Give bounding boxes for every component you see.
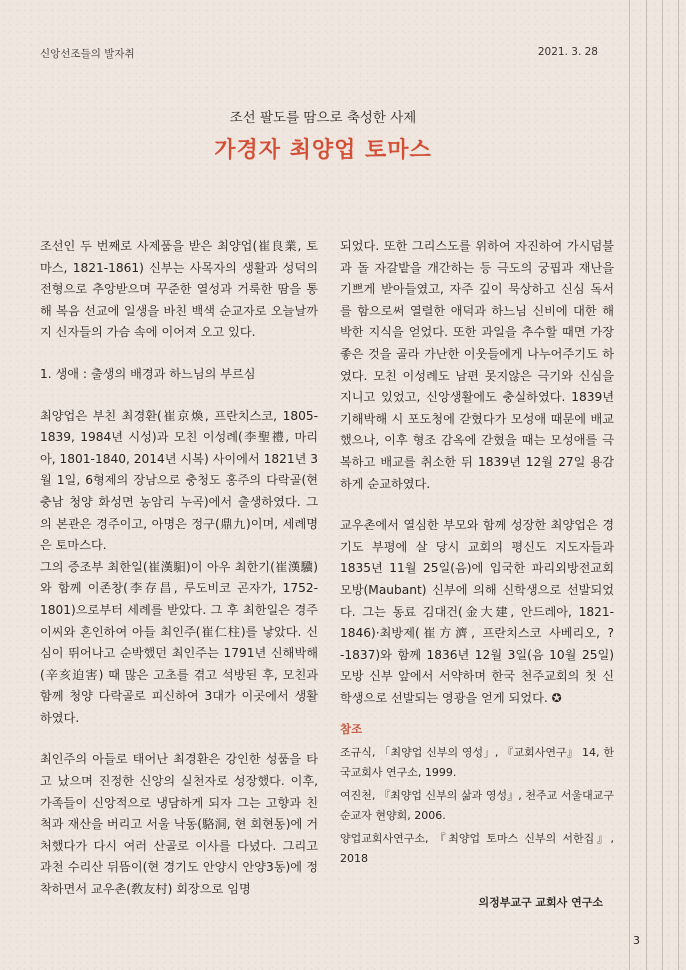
section-heading: 1. 생애 : 출생의 배경과 하느님의 부르심 [40, 366, 256, 381]
author-credit: 의정부교구 교회사 연구소 [478, 896, 603, 909]
body-paragraph: 최인주의 아들로 태어난 최경환은 강인한 성품을 타고 났으며 진정한 신앙의 실천자로 성장했다. 이후, 가족들이 신앙적으로 냉담하게 되자 그는 고향과 친척과 재산을 버리고 서울 낙동(駱洞, 현 회현동)에 거처했다가 다시 여러 산골로 이사를 다녔다. 그리고 과천 수리산 뒤뜸이(현 경기도 안양시 안양3동)에 정착하면서 교우촌(敎友村) 회장으로 임명 [40, 752, 318, 897]
references-heading: 참조 [340, 722, 363, 737]
article-title: 가경자 최양업 토마스 [214, 138, 432, 163]
issue-date: 2021. 3. 28 [537, 46, 598, 58]
reference-item: 여진천, 『최양업 신부의 삶과 영성』, 천주교 서울대교구 순교자 현양회, 2006. [340, 789, 614, 823]
body-paragraph [340, 515, 614, 709]
article-subtitle: 조선 팔도를 땀으로 축성한 사제 [229, 110, 417, 126]
reference-item: 양업교회사연구소, 『최양업 토마스 신부의 서한집』, 2018 [340, 832, 614, 866]
references-list [340, 743, 614, 869]
body-paragraph: 그의 증조부 최한일(崔漢馹)이 아우 최한기(崔漢驥)와 함께 이존창(李存昌, 루도비코 곤자가, 1752-1801)으로부터 세례를 받았다. 그 후 최한일은 경주 이씨와 혼인하여 아들 최인주(崔仁柱)를 낳았다. 신심이 뛰어나고 순박했던 최인주는 1791년 신해박해(辛亥迫害) 때 많은 고초를 겪고 석방된 후, 모친과 함께 청양 다락골로 피신하여 3대가 이곳에서 생활하였다. [40, 559, 318, 725]
margin-rule-3 [662, 0, 663, 970]
right-column [340, 236, 614, 872]
end-mark-icon: ✪ [551, 690, 562, 705]
reference-item: 조규식, 「최양업 신부의 영성」, 『교회사연구』 14, 한국교회사 연구소, 1999. [340, 746, 614, 780]
body-paragraph: 최양업은 부친 최경환(崔京煥, 프란치스코, 1805-1839, 1984년 시성)과 모친 이성례(李聖禮, 마리아, 1801-1840, 2014년 시복) 사이에서 1821년 3월 1일, 6형제의 장남으로 충청도 홍주의 다락골(현 충남 청양 화성면 농암리 누곡)에서 출생하였다. 그의 본관은 경주이고, 아명은 정구(鼎九)이며, 세례명은 토마스다. [40, 408, 318, 553]
margin-rule-4 [678, 0, 679, 970]
series-name: 신앙선조들의 발자취 [40, 48, 135, 60]
left-column [40, 236, 318, 901]
body-paragraph-text: 교우촌에서 열심한 부모와 함께 성장한 최양업은 경기도 부평에 살 당시 교회의 평신도 지도자들과 1835년 11월 25일(음)에 입국한 파리외방전교회 모방(Maubant) 신부에 의해 신학생으로 선발되었다. 그는 동료 김대건(金大建, 안드레아, 1821-1846)·최방제(崔方濟, 프란치스코 사베리오, ?-1837)와 함께 1836년 12월 3일(음 10월 25일) 모방 신부 앞에서 서약하며 한국 천주교회의 첫 신학생으로 선발되는 영광을 얻게 되었다. [340, 518, 614, 705]
intro-paragraph: 조선인 두 번째로 사제품을 받은 최양업(崔良業, 토마스, 1821-1861) 신부는 사목자의 생활과 성덕의 전형으로 추앙받으며 꾸준한 열성과 거룩한 땀을 통해 복음 선교에 일생을 바친 백색 순교자로 오늘날까지 신자들의 가슴 속에 이어져 오고 있다. [40, 239, 318, 340]
margin-rule-2 [646, 0, 647, 970]
body-paragraph: 되었다. 또한 그리스도를 위하여 자진하여 가시덤불과 돌 자갈밭을 개간하는 등 극도의 궁핍과 재난을 기쁘게 받아들였고, 자주 깊이 묵상하고 신심 독서를 함으로써 열렬한 애덕과 하느님 신비에 대한 해박한 지식을 얻었다. 또한 과일을 추수할 때면 가장 좋은 것을 골라 가난한 이웃들에게 나누어주기도 하였다. 모친 이성례도 남편 못지않은 극기와 신심을 지니고 있었고, 신앙생활에도 충실하였다. 1839년 기해박해 시 포도청에 갇혔다가 모성애 때문에 배교했으나, 이후 형조 감옥에 갇혔을 때는 모성애를 극복하고 배교를 취소한 뒤 1839년 12월 27일 용감하게 순교하였다. [340, 239, 614, 491]
page-number: 3 [633, 934, 640, 947]
